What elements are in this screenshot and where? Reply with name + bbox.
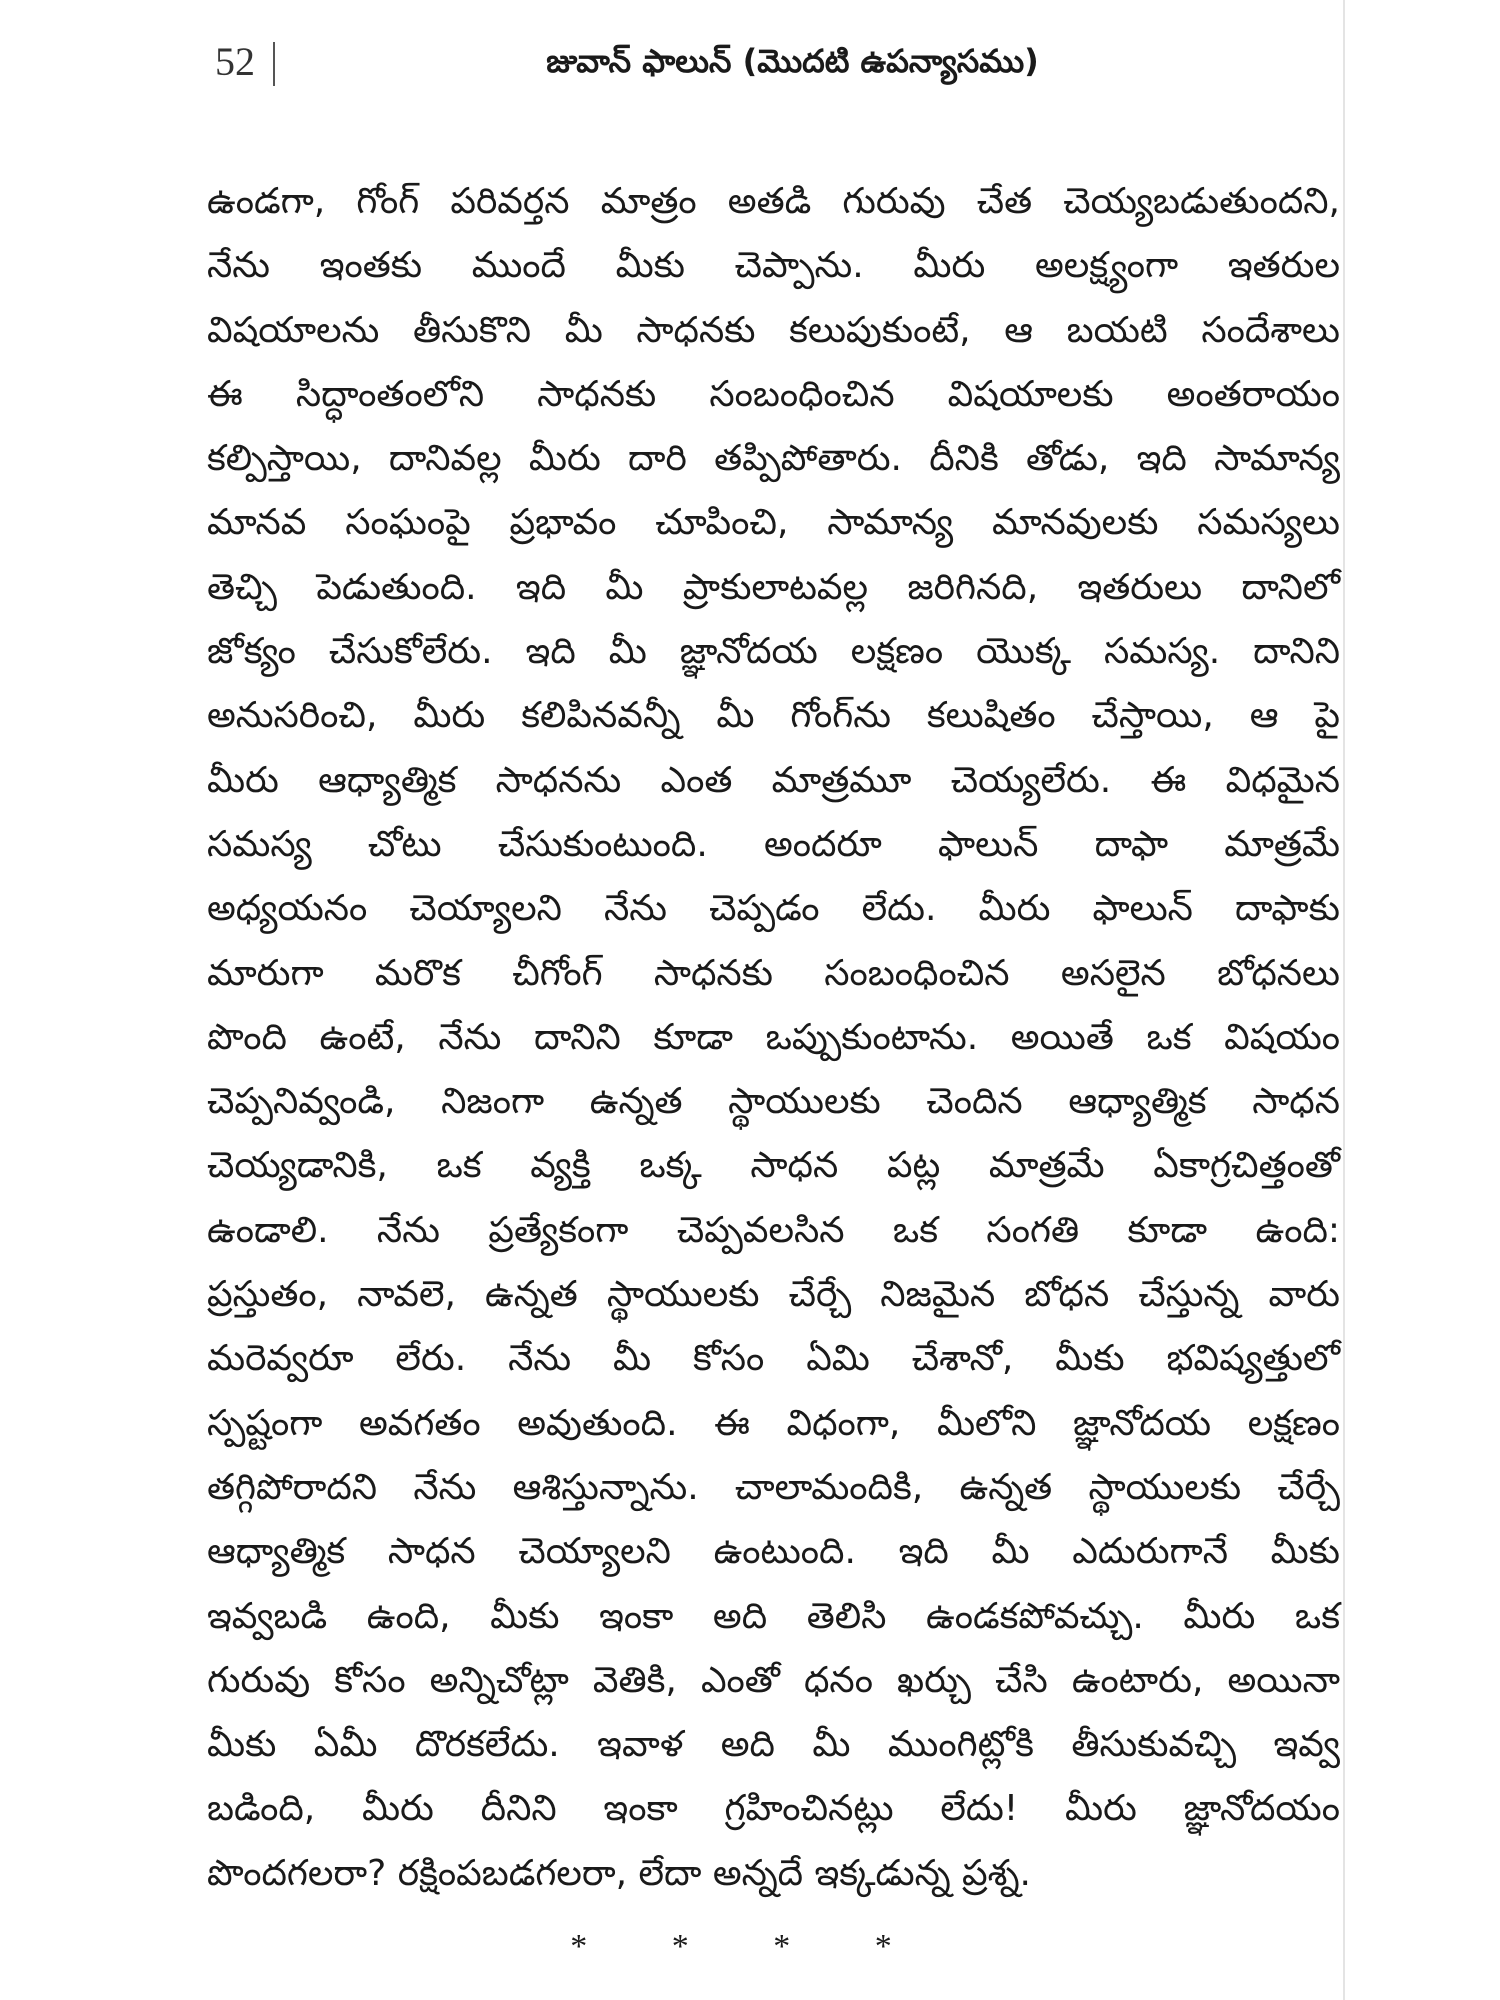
page-header [205,38,1340,98]
page-edge [1343,0,1345,2000]
text-line: కల్పిస్తాయి, దానివల్ల మీరు దారి తప్పిపోతారు. దీనికి తోడు, ఇది సామాన్య [207,438,1340,480]
text-line: ప్రస్తుతం, నావలె, ఉన్నత స్థాయులకు చేర్చే నిజమైన బోధన చేస్తున్న వారు [207,1274,1340,1316]
text-line: మారుగా మరొక చీగోంగ్ సాధనకు సంబంధించిన అసలైన బోధనలు [207,952,1340,994]
text-line: ఉండగా, గోంగ్ పరివర్తన మాత్రం అతడి గురువు చేత చెయ్యబడుతుందని, [207,181,1340,222]
text-line: మరెవ్వరూ లేరు. నేను మీ కోసం ఏమి చేశానో, మీకు భవిష్యత్తులో [207,1338,1340,1380]
page-number: 52 [215,39,255,84]
text-line: తగ్గిపోరాదని నేను ఆశిస్తున్నాను. చాలామందికి, ఉన్నత స్థాయులకు చేర్చే [207,1466,1340,1508]
text-line: అనుసరించి, మీరు కలిపినవన్నీ మీ గోంగ్‌ను కలుషితం చేస్తాయి, ఆ పై [207,695,1340,737]
text-line: గురువు కోసం అన్నిచోట్లా వెతికి, ఎంతో ధనం ఖర్చు చేసి ఉంటారు, అయినా [207,1659,1340,1701]
text-line: మీరు ఆధ్యాత్మిక సాధనను ఎంత మాత్రమూ చెయ్యలేరు. ఈ విధమైన [207,759,1340,801]
body-text [207,170,1340,1906]
text-line: సమస్య చోటు చేసుకుంటుంది. అందరూ ఫాలున్ దాఫా మాత్రమే [207,823,1340,865]
running-title: జువాన్ ఫాలున్ (మొదటి ఉపన్యాసము) [546,42,1039,80]
text-line: పొంది ఉంటే, నేను దానిని కూడా ఒప్పుకుంటాను. అయితే ఒక విషయం [207,1016,1340,1058]
text-line: అధ్యయనం చెయ్యాలని నేను చెప్పడం లేదు. మీరు ఫాలున్ దాఫాకు [207,888,1340,930]
text-line: చెయ్యడానికి, ఒక వ్యక్తి ఒక్క సాధన పట్ల మాత్రమే ఏకాగ్రచిత్తంతో [207,1145,1340,1187]
text-line: స్పష్టంగా అవగతం అవుతుంది. ఈ విధంగా, మీలోని జ్ఞానోదయ లక్షణం [207,1402,1340,1444]
text-line: జోక్యం చేసుకోలేరు. ఇది మీ జ్ఞానోదయ లక్షణం యొక్క సమస్య. దానిని [207,631,1340,673]
text-line: విషయాలను తీసుకొని మీ సాధనకు కలుపుకుంటే, ఆ బయటి సందేశాలు [207,309,1340,351]
text-line: పొందగలరా? రక్షింపబడగలరా, లేదా అన్నదే ఇక్కడున్న ప్రశ్న. [207,1852,1031,1894]
text-line: తెచ్చి పెడుతుంది. ఇది మీ ప్రాకులాటవల్ల జరిగినది, ఇతరులు దానిలో [207,566,1340,608]
text-line: ఆధ్యాత్మిక సాధన చెయ్యాలని ఉంటుంది. ఇది మీ ఎదురుగానే మీకు [207,1531,1340,1573]
text-line: మీకు ఏమీ దొరకలేదు. ఇవాళ అది మీ ముంగిట్లోకి తీసుకువచ్చి ఇవ్వ [207,1724,1340,1766]
text-line: నేను ఇంతకు ముందే మీకు చెప్పాను. మీరు అలక్ష్యంగా ఇతరుల [207,245,1340,287]
section-break: * * * * [570,1928,930,1965]
text-line: చెప్పనివ్వండి, నిజంగా ఉన్నత స్థాయులకు చెందిన ఆధ్యాత్మిక సాధన [207,1081,1340,1123]
text-line: ఇవ్వబడి ఉంది, మీకు ఇంకా అది తెలిసి ఉండకపోవచ్చు. మీరు ఒక [207,1595,1340,1637]
text-line: ఉండాలి. నేను ప్రత్యేకంగా చెప్పవలసిన ఒక సంగతి కూడా ఉంది: [207,1209,1340,1251]
text-line: బడింది, మీరు దీనిని ఇంకా గ్రహించినట్లు లేదు! మీరు జ్ఞానోదయం [207,1788,1340,1830]
text-line: ఈ సిద్ధాంతంలోని సాధనకు సంబంధించిన విషయాలకు అంతరాయం [207,373,1340,415]
text-line: మానవ సంఘంపై ప్రభావం చూపించి, సామాన్య మానవులకు సమస్యలు [207,502,1340,544]
